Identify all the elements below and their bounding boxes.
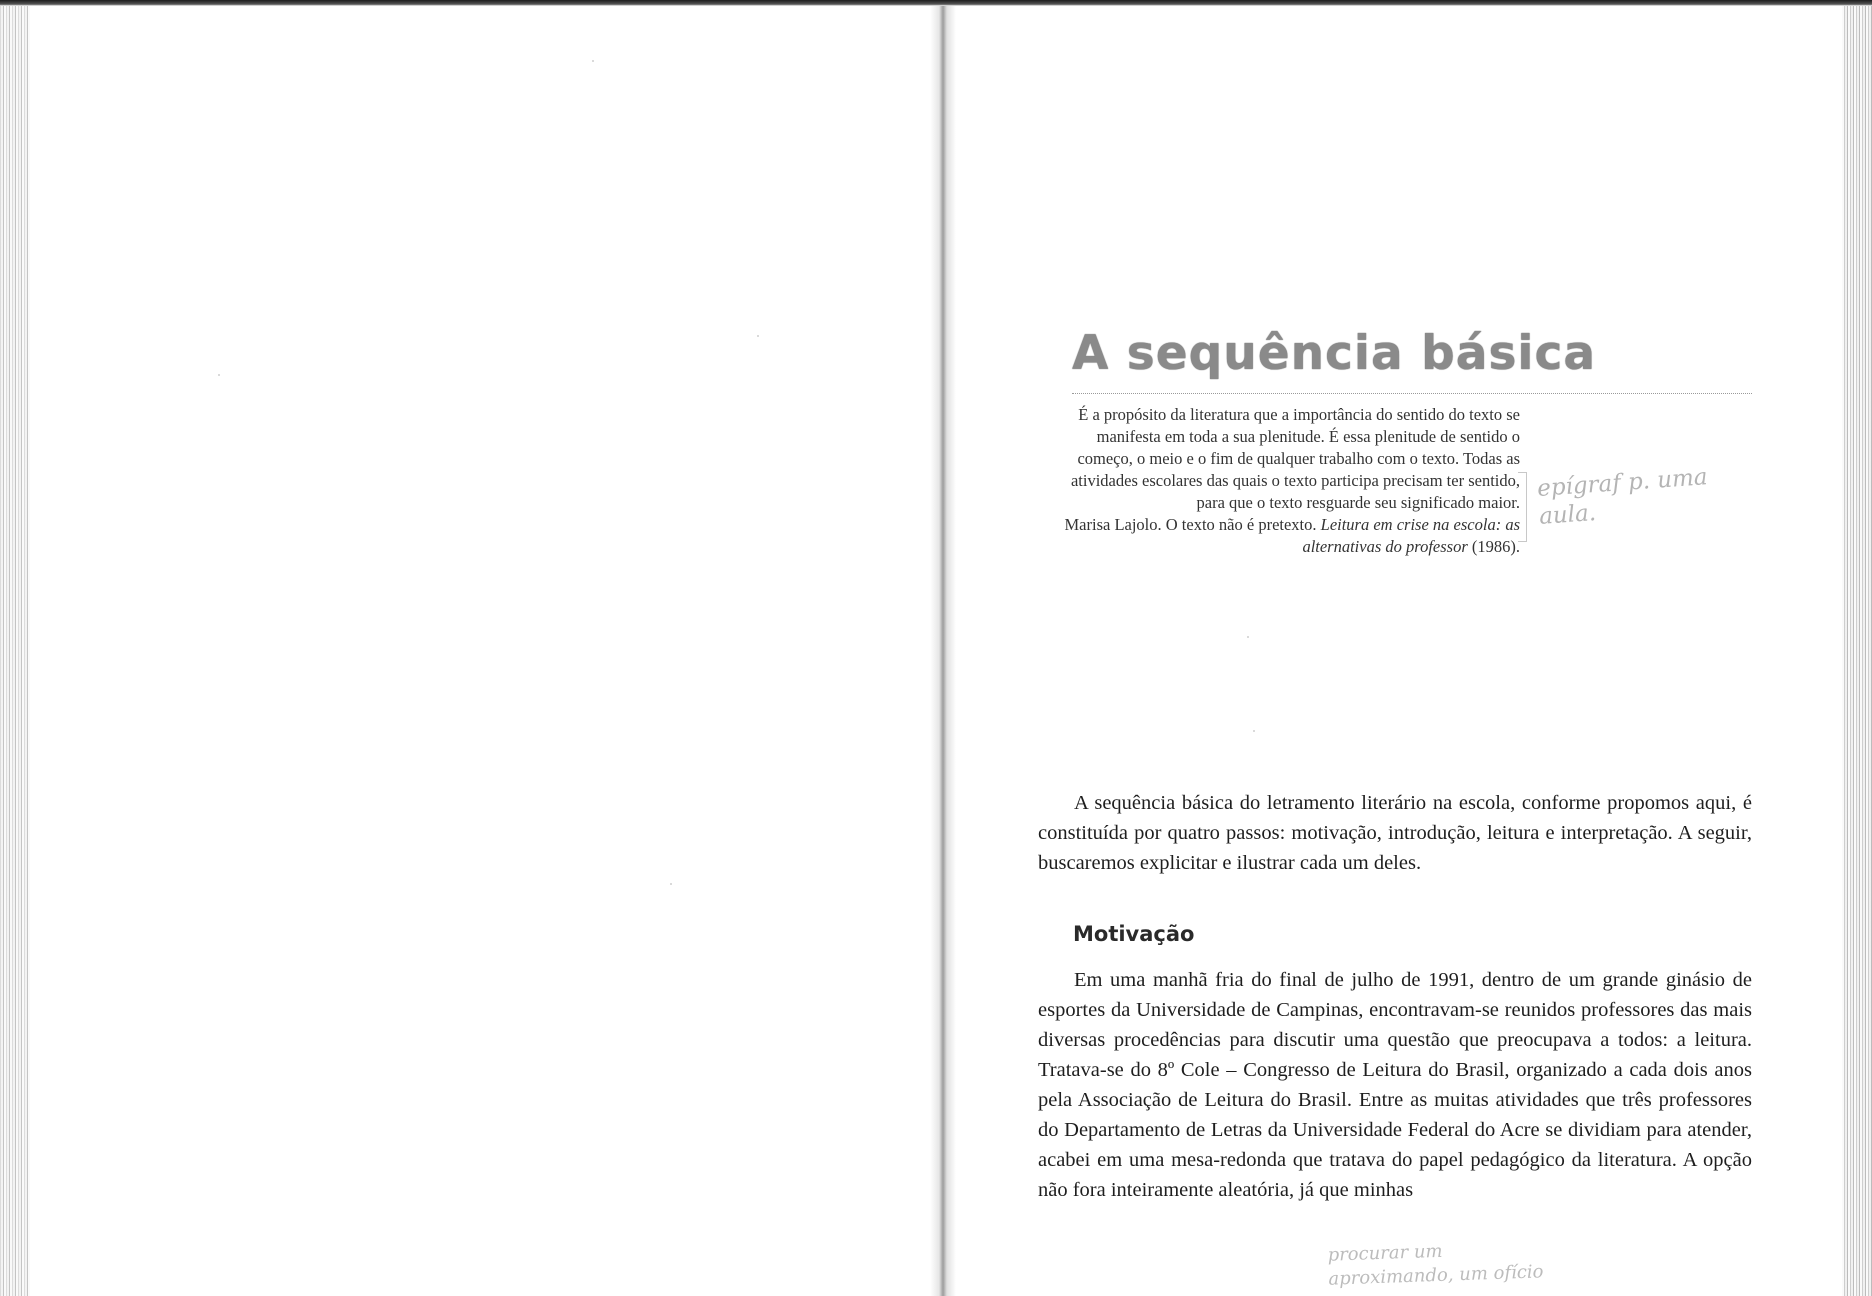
section-paragraph: Em uma manhã fria do final de julho de 1991, dentro de um grande ginásio de esportes da Universidade de Campinas, encontravam-se reunidos professores das mais diversas procedências para discutir uma questão que preocupava a todos: a leitura. Tratava-se do 8º Cole – Congresso de Leitura do Brasil, organizado a cada dois anos pela Associação de Leitura do Brasil. Entre as muitas atividades que três professores do Departamento de Letras da Universidade Federal do Acre se dividiam para atender, acabei em uma mesa-redonda que tratava do papel pedagógico da literatura. A opção não fora inteiramente aleatória, já que minhas [1038, 969, 1752, 1201]
book-gutter [930, 0, 956, 1296]
epigraph-attribution [1060, 514, 1520, 558]
epigraph-quote: É a propósito da literatura que a importância do sentido do texto se manifesta em toda a sua plenitude. É essa plenitude de sentido o começo, o meio e o fim de qualquer trabalho com o texto. Todas as atividades escolares das quais o texto participa precisam ter sentido, para que o texto resguarde seu significado maior. [1070, 405, 1520, 512]
intro-paragraph-block [1038, 788, 1752, 878]
epigraph [1060, 404, 1520, 558]
left-page-edge [0, 0, 30, 1296]
section-paragraph-block [1038, 965, 1752, 1205]
epigraph-year: (1986). [1471, 537, 1520, 556]
scan-speck [1253, 730, 1255, 732]
scan-speck [592, 60, 594, 62]
chapter-title: A sequência básica [1072, 326, 1597, 381]
handwritten-marginal-note: epígraf p. uma aula. [1536, 464, 1709, 530]
scan-top-border [0, 0, 1872, 6]
intro-paragraph: A sequência básica do letramento literário na escola, conforme propomos aqui, é constituída por quatro passos: motivação, introdução, leitura e interpretação. A seguir, buscaremos explicitar e ilustrar cada um deles. [1038, 792, 1752, 874]
handwritten-footer-note: procurar um aproximando, um ofício [1327, 1240, 1544, 1290]
scan-speck [757, 335, 759, 337]
epigraph-author: Marisa Lajolo. O texto não é pretexto. [1064, 515, 1317, 534]
handwritten-bracket [1518, 472, 1527, 542]
scan-speck [670, 883, 672, 885]
scan-speck [218, 374, 220, 376]
section-heading: Motivação [1073, 922, 1195, 946]
epigraph-work-title: Leitura em crise na escola: as alternativas do professor [1302, 515, 1520, 556]
right-page-edge [1842, 0, 1872, 1296]
scan-speck [1247, 636, 1249, 638]
title-divider [1072, 393, 1752, 394]
